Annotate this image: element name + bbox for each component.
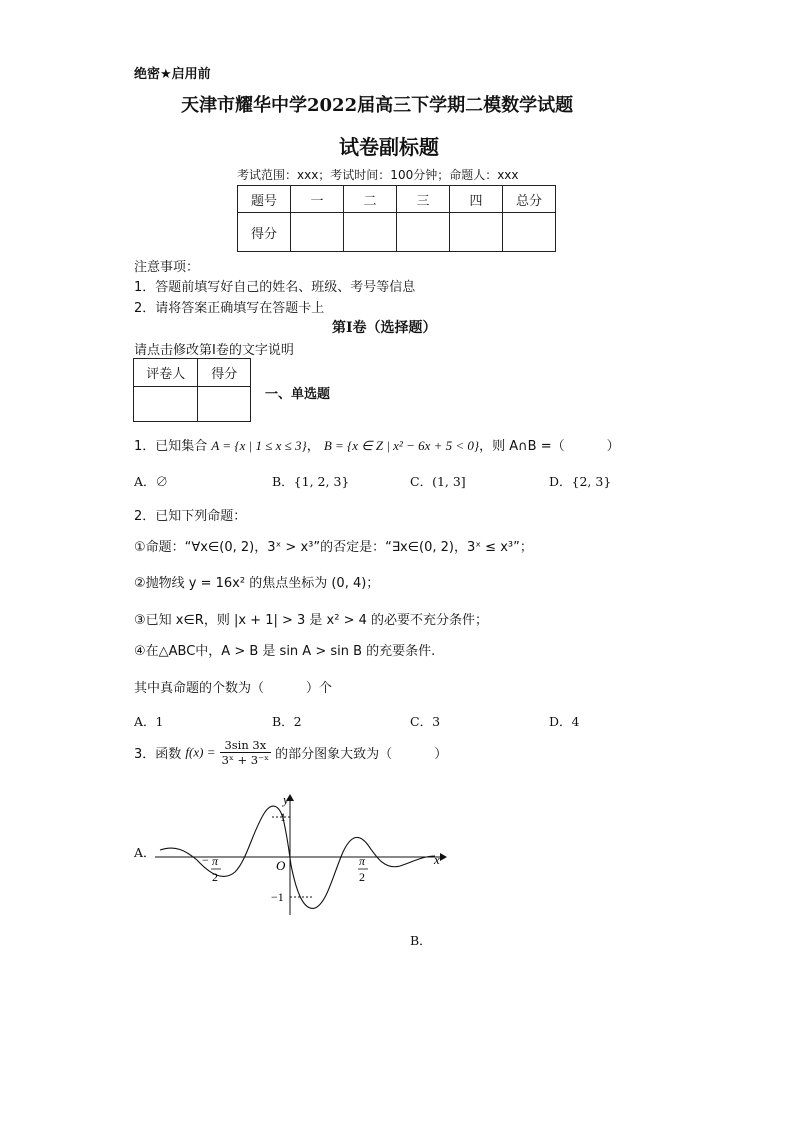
q1-sep: ， [306,439,320,454]
q1-option-a: A．∅ [134,474,169,489]
notice-title: 注意事项： [134,260,200,275]
score-header-cell: 四 [450,186,503,213]
grader-cell [134,387,198,422]
grader-label: 评卷人 [134,359,198,387]
x-axis-label: x [434,852,440,867]
q2-option-d: D．4 [549,714,580,729]
grader-table [133,358,251,422]
q2-proposition-3: ③已知 x∈R，则 |x + 1| > 3 是 x² > 4 的必要不充分条件； [134,613,489,628]
q1-paren-close: ） [606,439,620,454]
question-1-stem [134,435,620,454]
origin-label: O [276,858,286,873]
x-tick-neg-sign: − [202,853,209,867]
section-title: 第I卷（选择题） [332,320,437,336]
q1-ask: ，则 A∩B =（ [479,439,565,454]
score-header-cell: 一 [291,186,344,213]
q3-func-numerator: 3sin 3x [220,738,271,753]
q2-ask-text: 其中真命题的个数为（ [134,681,265,696]
q2-proposition-2: ②抛物线 y = 16x² 的焦点坐标为 (0, 4)； [134,576,380,591]
q2-option-a: A．1 [134,714,164,729]
notice-item: 1．答题前填写好自己的姓名、班级、考号等信息 [134,280,416,295]
q3-intro: 3．函数 [134,747,182,762]
question-2-stem: 2．已知下列命题： [134,509,247,524]
secret-mark: 绝密★启用前 [134,67,211,82]
score-header-cell: 题号 [238,186,291,213]
score-input-cell [291,213,344,252]
x-tick-neg-two: 2 [212,870,218,884]
q2-ask-end: ）个 [306,681,333,696]
x-tick-pos-pi: π [359,854,366,868]
q2-proposition-4: ④在△ABC中，A > B 是 sin A > sin B 的充要条件. [134,644,436,659]
q3-ask: 的部分图象大致为（ [275,747,393,762]
q3-paren-close: ） [434,747,448,762]
score-input-cell [503,213,556,252]
exam-subtitle: 试卷副标题 [339,135,439,159]
grader-cell [198,387,251,422]
part-title: 一、单选题 [265,387,331,402]
score-input-cell [450,213,503,252]
q3-option-a-graph [155,790,445,920]
score-header-cell: 二 [344,186,397,213]
q3-func-lhs: f(x) = [185,744,216,760]
q1-option-c: C．(1, 3] [410,474,466,489]
q2-proposition-1: ①命题：“∀x∈(0, 2)，3ˣ > x³”的否定是：“∃x∈(0, 2)，3ˣ ≤ x³”； [134,540,533,555]
q2-option-c: C．3 [410,714,441,729]
score-input-cell [344,213,397,252]
score-header-cell: 总分 [503,186,556,213]
q1-intro: 1．已知集合 [134,439,208,454]
score-table [237,185,556,252]
q2-option-b: B．2 [272,714,302,729]
q3-fraction [220,738,271,767]
q3-option-b-label: B． [410,933,432,948]
grader-label: 得分 [198,359,251,387]
q1-option-d: D．{2, 3} [549,474,612,489]
q1-set-a: A = {x | 1 ≤ x ≤ 3} [211,438,307,453]
q2-ask [134,677,332,696]
exam-info: 考试范围：xxx；考试时间：100分钟；命题人：xxx [237,168,519,182]
notice-item: 2．请将答案正确填写在答题卡上 [134,301,325,316]
score-row-label: 得分 [238,213,291,252]
y-tick-neg1: −1 [271,890,284,904]
x-tick-pos-two: 2 [359,870,365,884]
section-desc: 请点击修改第I卷的文字说明 [134,343,294,358]
score-header-cell: 三 [397,186,450,213]
x-axis-arrow [440,853,447,861]
y-tick-1: 1 [280,810,286,824]
q1-set-b: B = {x ∈ Z | x² − 6x + 5 < 0} [323,438,480,453]
q3-option-a-label: A． [134,845,156,860]
score-input-cell [397,213,450,252]
q1-option-b: B．{1, 2, 3} [272,474,350,489]
exam-title: 天津市耀华中学2022届高三下学期二模数学试题 [181,95,574,116]
y-axis-label: y [283,792,289,807]
q3-func-denominator: 3ˣ + 3⁻ˣ [221,753,270,767]
x-tick-neg-pi: π [212,854,219,868]
question-3-stem [134,738,447,767]
